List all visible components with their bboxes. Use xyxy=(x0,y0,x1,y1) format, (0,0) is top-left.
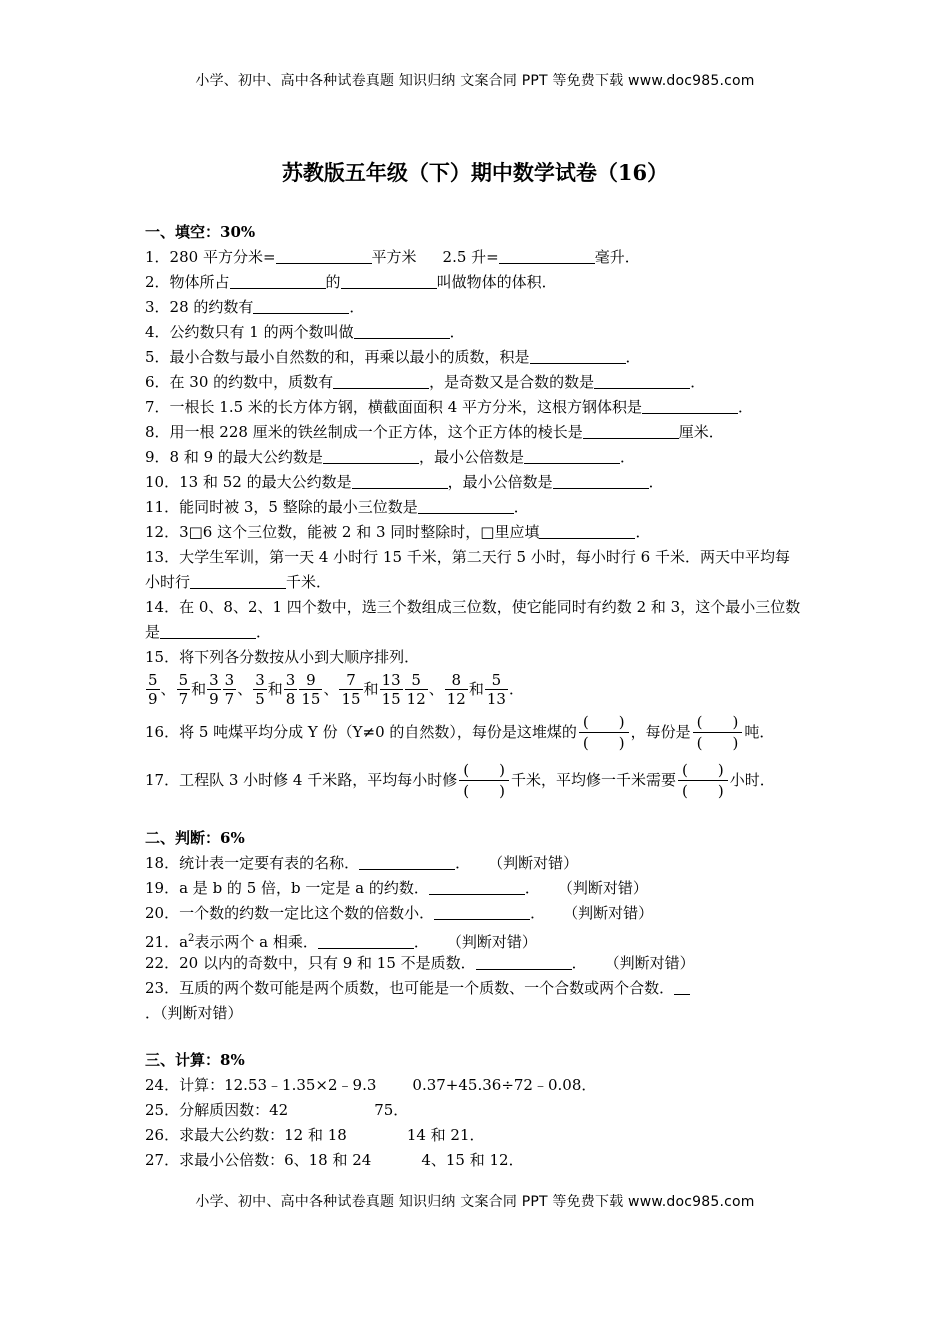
question-26: 26．求最大公约数：12 和 18 14 和 21． xyxy=(145,1126,485,1144)
question-14: 14．在 0、8、2、1 四个数中，选三个数组成三位数，使它能同时有约数 2 和 3，这个最小三位数 xyxy=(145,598,801,616)
fraction: $\frac{9}{15}$ xyxy=(301,671,321,708)
answer-blank[interactable] xyxy=(359,854,455,870)
page-title: 苏教版五年级（下）期中数学试卷（16） xyxy=(281,160,669,185)
header-banner: 小学、初中、高中各种试卷真题 知识归纳 文案合同 PPT 等免费下载 www.doc985.com xyxy=(195,73,755,89)
answer-blank[interactable] xyxy=(434,904,530,920)
fraction: $\frac{8}{12}$ xyxy=(446,671,466,708)
answer-blank[interactable] xyxy=(323,448,419,464)
question-2: 2．物体所占 的 叫做物体的体积． xyxy=(145,273,557,291)
question-24: 24．计算：12.53﹣1.35×2﹣9.3 0.37+45.36÷72﹣0.08． xyxy=(145,1076,597,1094)
question-3: 3．28 的约数有 ． xyxy=(145,298,365,316)
fraction-answer-box[interactable]: ( ) ( ) xyxy=(693,715,743,751)
fraction-list: $\frac{5}{9}$ 、 $\frac{5}{7}$ 和 $\frac{3}{9}$ $\frac{3}{7}$ 、 $\frac{3}{5}$ 和 $\frac{3}{8}$ $\frac{9}{15}$ 、 $\frac{7}{15}$ 和 $\frac{13}{15}$ $\frac{5}{12}$ 、 $\frac{8}{12}$ 和 $\frac{5}{13}$ ． xyxy=(148,671,524,708)
question-23-cont: ．（判断对错） xyxy=(145,1004,243,1022)
answer-blank[interactable] xyxy=(553,473,649,489)
answer-blank[interactable] xyxy=(276,248,372,264)
question-1: 1．280 平方分米= 平方米 2.5 升= 毫升． xyxy=(145,248,640,266)
fraction: $\frac{13}{15}$ xyxy=(381,671,401,708)
fraction-answer-box[interactable]: ( ) ( ) xyxy=(579,715,629,751)
answer-blank[interactable] xyxy=(594,373,690,389)
question-19: 19．a 是 b 的 5 倍，b 一定是 a 的约数． ． （判断对错） xyxy=(145,879,648,897)
answer-blank[interactable] xyxy=(333,373,429,389)
question-10: 10．13 和 52 的最大公约数是 ，最小公倍数是 ． xyxy=(145,473,664,491)
question-22: 22．20 以内的奇数中，只有 9 和 15 不是质数． ． （判断对错） xyxy=(145,954,695,972)
question-13-cont: 小时行 千米． xyxy=(145,573,332,591)
answer-blank[interactable] xyxy=(160,623,256,639)
fraction: $\frac{7}{15}$ xyxy=(341,671,361,708)
question-8: 8．用一根 228 厘米的铁丝制成一个正方体，这个正方体的棱长是 厘米． xyxy=(145,423,724,441)
exam-content xyxy=(145,220,825,1173)
answer-blank[interactable] xyxy=(499,248,595,264)
question-14-cont: 是 ． xyxy=(145,623,272,641)
question-20: 20．一个数的约数一定比这个数的倍数小． ． （判断对错） xyxy=(145,904,654,922)
question-21: 21．$a^2$表示两个 a 相乘． ． （判断对错） xyxy=(145,933,537,951)
answer-blank[interactable] xyxy=(341,273,437,289)
answer-blank[interactable] xyxy=(429,879,525,895)
answer-blank[interactable] xyxy=(530,348,626,364)
question-9: 9．8 和 9 的最大公约数是 ，最小公倍数是 ． xyxy=(145,448,635,466)
fraction: $\frac{3}{8}$ xyxy=(285,671,296,708)
fraction: $\frac{5}{7}$ xyxy=(178,671,189,708)
answer-blank[interactable] xyxy=(190,573,286,589)
answer-blank[interactable] xyxy=(674,979,690,995)
question-23: 23．互质的两个数可能是两个质数，也可能是一个质数、一个合数或两个合数． xyxy=(145,976,825,1001)
answer-blank[interactable] xyxy=(418,498,514,514)
fraction-answer-box[interactable]: ( ) ( ) xyxy=(459,763,509,799)
question-25: 25．分解质因数：42 75． xyxy=(145,1101,409,1119)
answer-blank[interactable] xyxy=(352,473,448,489)
question-15: 15．将下列各分数按从小到大顺序排列． xyxy=(145,648,420,666)
question-6: 6．在 30 的约数中，质数有 ，是奇数又是合数的数是 ． xyxy=(145,373,706,391)
answer-blank[interactable] xyxy=(539,523,635,539)
fraction: $\frac{3}{9}$ xyxy=(209,671,219,708)
question-18: 18．统计表一定要有表的名称． ． （判断对错） xyxy=(145,854,579,872)
question-13: 13．大学生军训，第一天 4 小时行 15 千米，第二天行 5 小时，每小时行 6 千米．两天中平均每 xyxy=(145,548,790,566)
answer-blank[interactable] xyxy=(642,398,738,414)
question-17: 17．工程队 3 小时修 4 千米路，平均每小时修 ( ) ( ) 千米，平均修一千米需要 ( ) ( ) 小时． xyxy=(145,761,775,800)
answer-blank[interactable] xyxy=(253,298,349,314)
question-16: 16．将 5 吨煤平均分成 Y 份（Y≠0 的自然数），每份是这堆煤的 ( ) ( ) ，每份是 ( ) ( ) 吨． xyxy=(145,713,775,752)
section-fill-heading: 一、填空：30% xyxy=(145,223,256,241)
question-12: 12．3□6 这个三位数，能被 2 和 3 同时整除时，□里应填 ． xyxy=(145,523,651,541)
question-4: 4．公约数只有 1 的两个数叫做 ． xyxy=(145,323,465,341)
fraction-answer-box[interactable]: ( ) ( ) xyxy=(678,763,728,799)
answer-blank[interactable] xyxy=(583,423,679,439)
answer-blank[interactable] xyxy=(230,273,326,289)
answer-blank[interactable] xyxy=(476,954,572,970)
fraction: $\frac{5}{13}$ xyxy=(486,671,506,708)
footer-banner: 小学、初中、高中各种试卷真题 知识归纳 文案合同 PPT 等免费下载 www.doc985.com xyxy=(195,1194,755,1210)
fraction: $\frac{3}{5}$ xyxy=(255,671,265,708)
answer-blank[interactable] xyxy=(524,448,620,464)
fraction: $\frac{3}{7}$ xyxy=(224,671,235,708)
fraction: $\frac{5}{12}$ xyxy=(406,671,426,708)
section-calc-heading: 三、计算：8% xyxy=(145,1051,245,1069)
section-judge-heading: 二、判断：6% xyxy=(145,829,245,847)
fraction: $\frac{5}{9}$ xyxy=(148,671,158,708)
question-7: 7．一根长 1.5 米的长方体方钢，横截面面积 4 平方分米，这根方钢体积是 ． xyxy=(145,398,754,416)
question-27: 27．求最小公倍数：6、18 和 24 4、15 和 12． xyxy=(145,1151,524,1169)
question-5: 5．最小合数与最小自然数的和，再乘以最小的质数，积是 ． xyxy=(145,348,641,366)
answer-blank[interactable] xyxy=(318,933,414,949)
question-11: 11．能同时被 3，5 整除的最小三位数是 ． xyxy=(145,498,529,516)
answer-blank[interactable] xyxy=(354,323,450,339)
